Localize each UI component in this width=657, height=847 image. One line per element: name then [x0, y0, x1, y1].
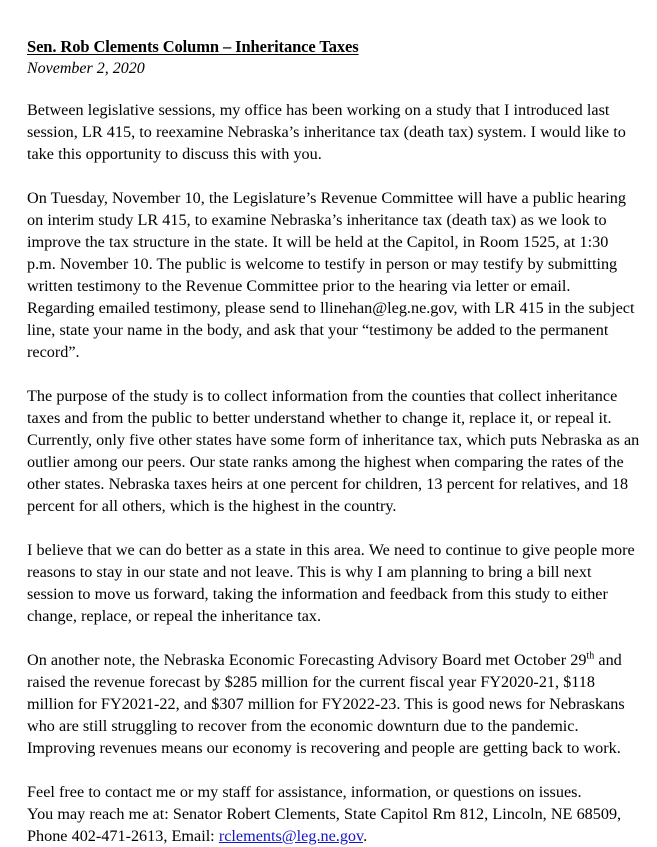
paragraph-study-purpose: The purpose of the study is to collect information from the counties that collect inheritance taxes and from the public to better understand whether to change it, replace it, or repeal it. Currently, only five other states have some form of inheritance tax, which puts Nebraska as an outlier among our peers. Our state ranks among the highest when comparing the rates of the other states. Nebraska taxes heirs at one percent for children, 13 percent for relatives, and 18 percent for all others, which is the highest in the country. — [27, 387, 640, 515]
paragraph-belief: I believe that we can do better as a state in this area. We need to continue to give people more reasons to stay in our state and not leave. This is why I am planning to bring a bill next session to move us forward, taking the information and feedback from this study to either change, replace, or repeal the inheritance tax. — [27, 541, 635, 625]
hearing-text-before-email: On Tuesday, November 10, the Legislature’s Revenue Committee will have a public hearing on interim study LR 415, to examine Nebraska’s inheritance tax (death tax) as we look to improve the tax structure in the state. It will be held at the Capitol, in Room 1525, at 1:30 p.m. November 10. The public is welcome to testify in person or may testify by submitting written testimony to the Revenue Committee prior to the hearing via letter or email. Regarding emailed testimony, please send to — [27, 189, 626, 317]
contact-line-address: You may reach me at: Senator Robert Clements, State Capitol Rm 812, Lincoln, NE 68509, — [27, 805, 622, 823]
contact-phone-label: Phone 402-471-2613, Email: — [27, 827, 219, 845]
document-body — [27, 99, 640, 847]
paragraph-forecast — [27, 649, 640, 759]
contact-trailing-period: . — [363, 827, 368, 845]
contact-line-invitation: Feel free to contact me or my staff for assistance, information, or questions on issues. — [27, 783, 582, 801]
linehan-email-text: llinehan@leg.ne.gov — [320, 299, 454, 317]
paragraph-hearing — [27, 187, 640, 363]
ordinal-suffix: th — [586, 650, 595, 662]
clements-email-link[interactable]: rclements@leg.ne.gov — [218, 827, 364, 845]
contact-block — [27, 781, 640, 847]
forecast-text-before-ordinal: On another note, the Nebraska Economic Forecasting Advisory Board met October 29 — [27, 651, 587, 669]
document-title: Sen. Rob Clements Column – Inheritance Taxes — [27, 37, 359, 56]
hearing-text-after-email: , with LR 415 in the subject line, state your name in the body, and ask that your “testimony be added to the permanent record”. — [27, 299, 635, 361]
document-date: November 2, 2020 — [27, 60, 145, 77]
forecast-text-after-ordinal: and raised the revenue forecast by $285 million for the current fiscal year FY2020-21, $118 million for FY2021-22, and $307 million for FY2022-23. This is good news for Nebraskans who are still struggling to recover from the economic downturn due to the pandemic. Improving revenues means our economy is recovering and people are getting back to work. — [27, 651, 625, 757]
paragraph-intro: Between legislative sessions, my office has been working on a study that I introduced last session, LR 415, to reexamine Nebraska’s inheritance tax (death tax) system. I would like to take this opportunity to discuss this with you. — [27, 101, 626, 163]
contact-line-phone-email — [27, 825, 640, 847]
